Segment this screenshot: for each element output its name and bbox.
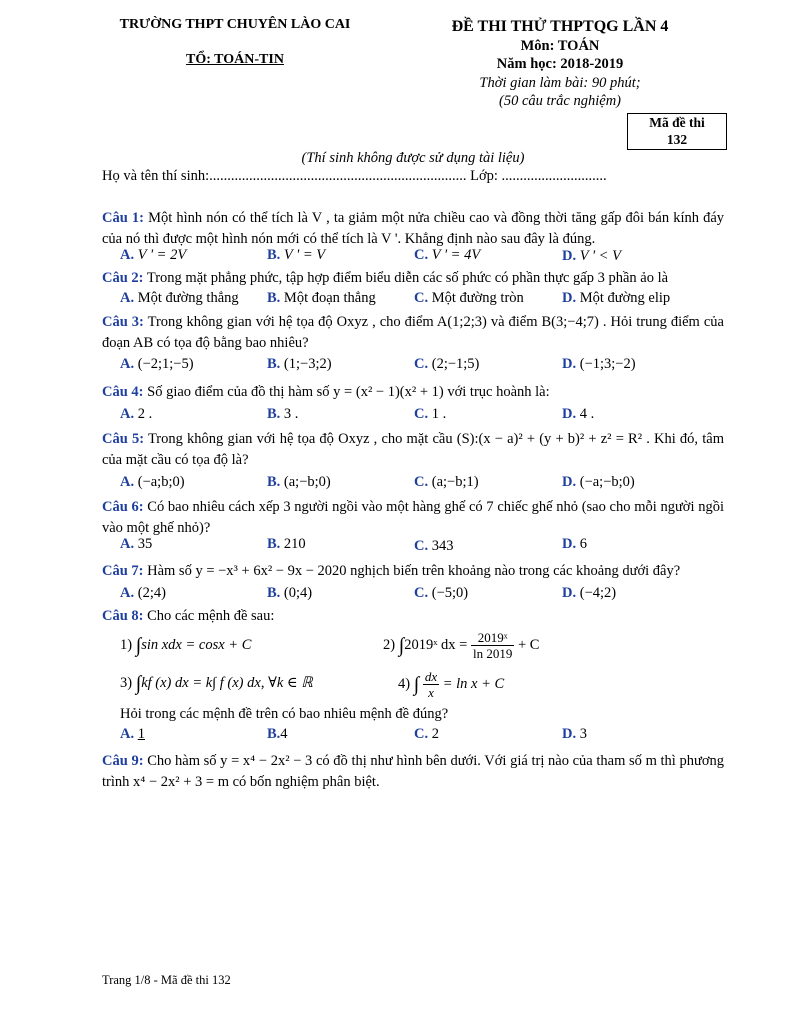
option-b[interactable]: [267, 583, 312, 603]
option-text: (2;−1;5): [431, 356, 480, 372]
option-c[interactable]: [414, 536, 453, 556]
question-label: Câu 9:: [102, 753, 144, 769]
option-a[interactable]: [120, 245, 186, 265]
option-label: C.: [414, 247, 429, 263]
option-label: A.: [120, 726, 135, 742]
question-label: Câu 4:: [102, 384, 144, 400]
option-d[interactable]: [562, 246, 621, 266]
statement-left: 2019ˣ dx =: [404, 637, 468, 653]
option-d[interactable]: [562, 288, 670, 308]
question-label: Câu 5:: [102, 431, 145, 447]
option-b[interactable]: [267, 288, 376, 308]
exam-code-value: 132: [666, 132, 688, 147]
option-c[interactable]: [414, 472, 479, 492]
option-b[interactable]: [267, 354, 332, 374]
option-text: 4: [280, 726, 288, 742]
question-text: Cho các mệnh đề sau:: [147, 608, 275, 624]
question-text: Hàm số y = −x³ + 6x² − 9x − 2020 nghịch biến trên khoảng nào trong các khoảng dưới đây?: [147, 563, 681, 579]
option-a[interactable]: [120, 724, 145, 744]
statement-4: [398, 665, 504, 704]
question-8: [102, 606, 724, 627]
option-label: A.: [120, 290, 135, 306]
option-label: B.: [267, 356, 281, 372]
option-text: (−4;2): [579, 585, 617, 601]
integral-icon: ∫: [135, 672, 142, 695]
option-d[interactable]: [562, 583, 616, 603]
option-a[interactable]: [120, 288, 239, 308]
option-label: C.: [414, 406, 429, 422]
question-2: [102, 268, 724, 289]
option-text: (−a;b;0): [137, 474, 185, 490]
option-label: D.: [562, 356, 577, 372]
option-d[interactable]: [562, 354, 636, 374]
statement-prefix: 3): [120, 675, 133, 691]
option-label: A.: [120, 474, 135, 490]
question-6: [102, 497, 724, 539]
fraction: [423, 669, 439, 700]
exam-code-box: [627, 113, 727, 150]
option-text: (0;4): [283, 585, 313, 601]
question-label: Câu 7:: [102, 563, 144, 579]
option-label: C.: [414, 585, 429, 601]
option-text: (−a;−b;0): [579, 474, 635, 490]
option-c[interactable]: [414, 724, 439, 744]
option-label: C.: [414, 356, 429, 372]
option-text: 3: [579, 726, 587, 742]
option-label: D.: [562, 726, 577, 742]
exam-time: Thời gian làm bài: 90 phút;: [479, 75, 641, 91]
option-label: C.: [414, 474, 429, 490]
option-text: (−5;0): [431, 585, 469, 601]
statement-prefix: 2): [383, 637, 396, 653]
option-label: C.: [414, 538, 429, 554]
fraction-denominator: ln 2019: [472, 646, 513, 662]
option-text: 6: [579, 536, 587, 552]
option-text: (a;−b;0): [283, 474, 331, 490]
option-c[interactable]: [414, 245, 480, 265]
option-text: Một đường tròn: [431, 290, 524, 306]
school-year: Năm học: 2018-2019: [496, 56, 624, 72]
option-text: 1 .: [431, 406, 447, 422]
option-text: (2;4): [137, 585, 166, 601]
fraction-numerator: dx: [424, 669, 438, 685]
option-label: C.: [414, 290, 429, 306]
integral-icon: ∫: [398, 634, 405, 657]
option-d[interactable]: [562, 724, 587, 744]
option-text: Một đoạn thẳng: [283, 290, 376, 306]
option-text: 35: [137, 536, 153, 552]
option-label: A.: [120, 356, 135, 372]
option-text: V ' = 4V: [431, 247, 481, 263]
option-label: B.: [267, 247, 281, 263]
question-text: Trong không gian với hệ tọa độ Oxyz , cho điểm A(1;2;3) và điểm B(3;−4;7) . Hỏi trung điểm của đoạn AB có tọa độ bằng bao nhiêu?: [102, 314, 724, 351]
integral-icon: ∫: [135, 634, 142, 657]
page-footer: Trang 1/8 - Mã đề thi 132: [102, 973, 231, 987]
question-5: [102, 429, 724, 471]
question-9: [102, 751, 724, 793]
option-label: B.: [267, 406, 281, 422]
question-count: (50 câu trắc nghiệm): [498, 93, 621, 109]
question-text: Cho hàm số y = x⁴ − 2x² − 3 có đồ thị như hình bên dưới. Với giá trị nào của tham số m thì phương trình x⁴ − 2x² + 3 = m có bốn nghiệm phân biệt.: [102, 753, 724, 790]
question-label: Câu 1:: [102, 210, 144, 226]
option-label: D.: [562, 248, 577, 264]
question-label: Câu 3:: [102, 314, 144, 330]
statement-right: = ln x + C: [442, 676, 505, 692]
question-3: [102, 312, 724, 354]
question-label: Câu 8:: [102, 608, 144, 624]
option-b[interactable]: [267, 245, 325, 265]
exam-code-label: Mã đề thi: [649, 115, 705, 130]
option-text: Một đường elip: [579, 290, 671, 306]
option-label: B.: [267, 290, 281, 306]
option-text: 1: [137, 726, 145, 742]
statement-1: [120, 635, 251, 656]
question-text: Số giao điểm của đồ thị hàm số y = (x² − 1)(x² + 1) với trục hoành là:: [147, 384, 550, 400]
option-a[interactable]: [120, 404, 152, 424]
department-name: [100, 52, 370, 68]
option-d[interactable]: [562, 404, 594, 424]
option-b[interactable]: [267, 534, 306, 554]
option-text: 3 .: [283, 406, 299, 422]
question-label: Câu 6:: [102, 499, 144, 515]
question-text: Trong không gian với hệ tọa độ Oxyz , cho mặt cầu (S):(x − a)² + (y + b)² + z² = R² . Khi đó, tâm của mặt cầu có tọa độ là?: [102, 431, 724, 468]
option-label: A.: [120, 536, 135, 552]
question-1: [102, 208, 724, 250]
option-d[interactable]: [562, 534, 587, 554]
question-text: Trong mặt phẳng phức, tập hợp điểm biểu diễn các số phức có phần thực gấp 3 phần ảo là: [146, 270, 669, 286]
option-text: V ' = 2V: [137, 247, 187, 263]
option-c[interactable]: [414, 288, 524, 308]
option-text: V ' = V: [283, 247, 326, 263]
subject: Môn: TOÁN: [520, 38, 600, 54]
option-text: Một đường thẳng: [137, 290, 239, 306]
fraction-numerator: 2019ˣ: [471, 630, 514, 646]
question-text: Có bao nhiêu cách xếp 3 người ngồi vào một hàng ghế có 7 chiếc ghế nhỏ (sao cho mỗi người ngồi vào một ghế nhỏ)?: [102, 499, 724, 536]
option-c[interactable]: [414, 354, 479, 374]
option-label: B.: [267, 585, 281, 601]
option-label: D.: [562, 536, 577, 552]
option-label: A.: [120, 406, 135, 422]
question-text: Một hình nón có thể tích là V , ta giảm một nửa chiều cao và đồng thời tăng gấp đôi bán kính đáy của nó thì được một hình nón mới có thể tích là V '. Khẳng định nào sau đây là đúng.: [102, 210, 725, 247]
option-text: 210: [283, 536, 306, 552]
option-text: 2: [431, 726, 439, 742]
option-a[interactable]: [120, 583, 166, 603]
statement-prefix: 4): [398, 676, 411, 692]
option-label: A.: [120, 585, 135, 601]
option-label: D.: [562, 585, 577, 601]
statement-3: [120, 673, 313, 694]
option-a[interactable]: [120, 472, 185, 492]
option-text: V ' < V: [579, 248, 621, 264]
question-4: [102, 382, 724, 403]
option-text: (a;−b;1): [431, 474, 479, 490]
option-b[interactable]: [267, 724, 288, 744]
option-text: 2 .: [137, 406, 153, 422]
option-c[interactable]: [414, 404, 446, 424]
option-label: B.: [267, 474, 281, 490]
sub-question: Hỏi trong các mệnh đề trên có bao nhiêu mệnh đề đúng?: [120, 706, 449, 722]
option-label: C.: [414, 726, 429, 742]
exam-title: ĐỀ THI THỬ THPTQG LẦN 4: [451, 18, 669, 35]
option-a[interactable]: [120, 354, 194, 374]
option-label: D.: [562, 290, 577, 306]
notice: (Thí sinh không được sử dụng tài liệu): [301, 150, 525, 166]
option-text: (−1;3;−2): [579, 356, 636, 372]
option-text: 4 .: [579, 406, 595, 422]
integral-icon: ∫: [413, 673, 420, 696]
school-name: TRƯỜNG THPT CHUYÊN LÀO CAI: [119, 17, 351, 32]
option-b[interactable]: [267, 472, 331, 492]
option-b[interactable]: [267, 404, 298, 424]
fraction-denominator: x: [428, 685, 434, 701]
option-a[interactable]: [120, 534, 152, 554]
option-label: B.: [267, 726, 281, 742]
statement-right: + C: [517, 637, 540, 653]
statement-2: [383, 626, 539, 665]
option-label: B.: [267, 536, 281, 552]
option-label: D.: [562, 406, 577, 422]
fraction: [471, 630, 514, 661]
student-info-line: Họ và tên thí sinh:....................................................................... Lớp: .............................: [102, 168, 607, 184]
option-d[interactable]: [562, 472, 635, 492]
statement-prefix: 1): [120, 637, 133, 653]
question-7: [102, 561, 724, 582]
option-c[interactable]: [414, 583, 468, 603]
statement-text: kf (x) dx = k∫ f (x) dx, ∀k ∈ ℝ: [141, 675, 313, 691]
question-label: Câu 2:: [102, 270, 144, 286]
option-text: 343: [431, 538, 454, 554]
option-text: (1;−3;2): [283, 356, 332, 372]
option-label: D.: [562, 474, 577, 490]
option-text: (−2;1;−5): [137, 356, 194, 372]
statement-text: sin xdx = cosx + C: [141, 637, 252, 653]
option-label: A.: [120, 247, 135, 263]
department-text: TỔ: TOÁN-TIN: [186, 52, 284, 67]
